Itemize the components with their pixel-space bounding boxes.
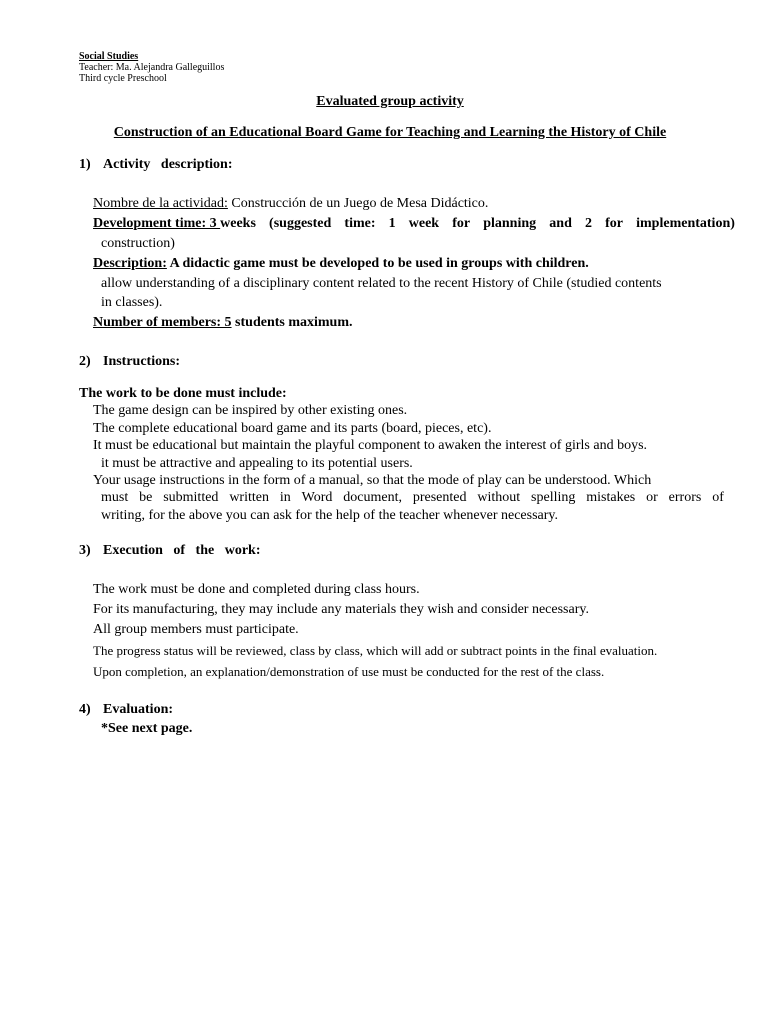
execution-item: The progress status will be reviewed, class by class, which will add or subtract points in the final evaluation.	[93, 643, 658, 658]
sub-title: Construction of an Educational Board Game for Teaching and Learning the History of Chile	[113, 125, 667, 140]
instruction-item: It must be educational but maintain the playful component to awaken the interest of girls and boys.	[93, 438, 648, 453]
execution-item: All group members must participate.	[93, 622, 299, 637]
main-title: Evaluated group activity	[316, 94, 464, 109]
execution-item: Upon completion, an explanation/demonstration of use must be conducted for the rest of the class.	[93, 664, 605, 679]
instruction-item-cont: writing, for the above you can ask for the help of the teacher whenever necessary.	[101, 508, 559, 523]
members-line: Number of members: 5 students maximum.	[93, 315, 353, 330]
description-line-3: in classes).	[101, 295, 163, 310]
instruction-item: Your usage instructions in the form of a manual, so that the mode of play can be understood. Which	[93, 473, 652, 488]
subject-label: Social Studies	[79, 51, 139, 62]
instruction-item-cont: must be submitted written in Word document, presented without spelling mistakes or errors of	[101, 490, 724, 505]
teacher-label: Teacher: Ma. Alejandra Galleguillos	[79, 62, 225, 73]
development-time-line: Development time: 3 weeks (suggested time: 1 week for planning and 2 for implementation)	[93, 216, 735, 231]
description-line-2: allow understanding of a disciplinary content related to the recent History of Chile (studied contents	[101, 276, 662, 291]
instruction-item-cont: it must be attractive and appealing to its potential users.	[101, 456, 413, 471]
execution-item: The work must be done and completed during class hours.	[93, 582, 420, 597]
section-1-heading: 1) Activity description:	[79, 157, 233, 172]
instruction-item: The complete educational board game and its parts (board, pieces, etc).	[93, 421, 492, 436]
instruction-item: The game design can be inspired by other existing ones.	[93, 403, 408, 418]
description-line: Description: A didactic game must be developed to be used in groups with children.	[93, 256, 589, 271]
section-2-heading: 2) Instructions:	[79, 354, 181, 369]
evaluation-note: *See next page.	[101, 721, 193, 736]
activity-name-line: Nombre de la actividad: Construcción de un Juego de Mesa Didáctico.	[93, 196, 489, 211]
section-3-heading: 3) Execution of the work:	[79, 543, 261, 558]
execution-item: For its manufacturing, they may include any materials they wish and consider necessary.	[93, 602, 589, 617]
instructions-intro: The work to be done must include:	[79, 386, 287, 401]
level-label: Third cycle Preschool	[79, 73, 167, 84]
section-4-heading: 4) Evaluation:	[79, 702, 174, 717]
development-time-cont: construction)	[101, 236, 175, 251]
